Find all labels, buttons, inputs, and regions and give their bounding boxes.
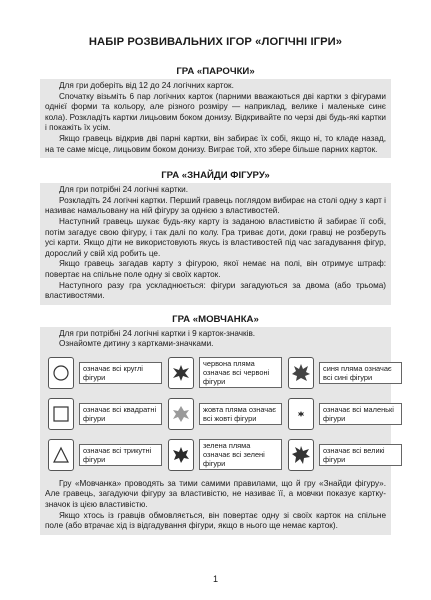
sign-card-text: означає всі круглі фігури [79,362,162,384]
sign-card [288,437,402,473]
sign-card [48,396,162,432]
game2-paragraph-5: Наступного разу гра ускладнюється: фігури загадуються за двома (або трьома) властивостями. [45,280,386,301]
game3-paragraph-1: Для гри потрібні 24 логічні картки і 9 карток-значків. [59,328,256,338]
small-figure-icon [288,398,314,430]
green-blot-icon [168,439,194,471]
sign-card [288,396,402,432]
sign-card [48,437,162,473]
game1-title: ГРА «ПАРОЧКИ» [176,66,255,77]
red-blot-icon [168,357,194,389]
sign-card-text: означає всі великі фігури [319,444,402,466]
sign-card-text: зелена пляма означає всі зелені фігури [199,439,282,470]
sign-card-text: жовта пляма означає всі жовті фігури [199,403,282,425]
game2-paragraph-4: Якщо гравець загадав карту з фігурою, якої немає на полі, він отримує штраф: повертає на спільне поле одну зі своїх карток. [45,259,386,279]
game1-paragraph-1: Для гри доберіть від 12 до 24 логічних карток. [59,81,234,90]
square-icon [48,398,74,430]
game3-title: ГРА «МОВЧАНКА» [172,313,259,325]
sign-card [168,437,282,473]
sign-card-text: означає всі трикутні фігури [79,444,162,466]
sign-card-text: означає всі квадратні фігури [79,403,162,425]
sign-card-text: синя пляма означає всі сині фігури [319,362,402,384]
circle-icon [48,357,74,389]
sign-cards-grid [48,355,394,473]
game1-paragraph-3: Якщо гравець відкрив дві парні картки, він забирає їх собі, якщо ні, то кладе назад, на те саме місце, лицьовим боком донизу. Виграє той, хто збере більше парних карток. [45,133,386,154]
game3-paragraph-4: Якщо хтось із гравців обмовляється, він повертає одну зі своїх карток на спільне поле (або втрачає хід із відгадування фігури, якщо в нього ще немає карток). [45,510,386,531]
game1-box [40,79,391,158]
game1-paragraph-2: Спочатку візьміть 6 пар логічних карток (парними вважаються дві картки з фігурами однієї форми та кольору, але різного розміру — наприклад, велике і маленьке синє кола). Розкладіть картки лицьовим боком донизу. Відкривайте по черзі дві будь-які картки і покажіть їх усім. [45,91,386,133]
sign-card-text: означає всі маленькі фігури [319,403,402,425]
game3-paragraph-2: Ознайомте дитину з картками-значками. [59,339,214,349]
game2-paragraph-2: Розкладіть 24 логічні картки. Перший гравець поглядом вибирає на столі одну з карт і називає намальовану на ній фігуру за однією з властивостей. [45,195,386,216]
page-number: 1 [212,574,218,584]
sign-card [168,396,282,432]
game2-title: ГРА «ЗНАЙДИ ФІГУРУ» [161,170,270,182]
game3-paragraph-3: Гру «Мовчанка» проводять за тими самими правилами, що й гру «Знайди фігуру». Але гравець, загадуючи фігуру за властивістю, не називає її, а мовчки показує картку-значок із цією властивістю. [45,478,386,510]
game3-box [40,327,394,535]
sign-card [288,355,402,391]
triangle-icon [48,439,74,471]
sign-card [48,355,162,391]
game2-paragraph-3: Наступний гравець шукає будь-яку карту із заданою властивістю й забирає її собі, потім загадує свою фігуру, і так далі по колу. Гра триває доти, доки гравці не розберуть усі карти. Якщо діти не використовують якусь із властивостей під час загадування фігур, дорослий у свій хід робить це. [45,216,386,258]
page-title: НАБІР РОЗВИВАЛЬНИХ ІГОР «ЛОГІЧНІ ІГРИ» [88,36,343,48]
yellow-blot-icon [168,398,194,430]
large-figure-icon [288,439,314,471]
game2-box [40,183,391,305]
sign-card-text: червона пляма означає всі червоні фігури [199,357,282,388]
game2-paragraph-1: Для гри потрібні 24 логічні картки. [59,185,189,195]
sign-card [168,355,282,391]
blue-blot-icon [288,357,314,389]
